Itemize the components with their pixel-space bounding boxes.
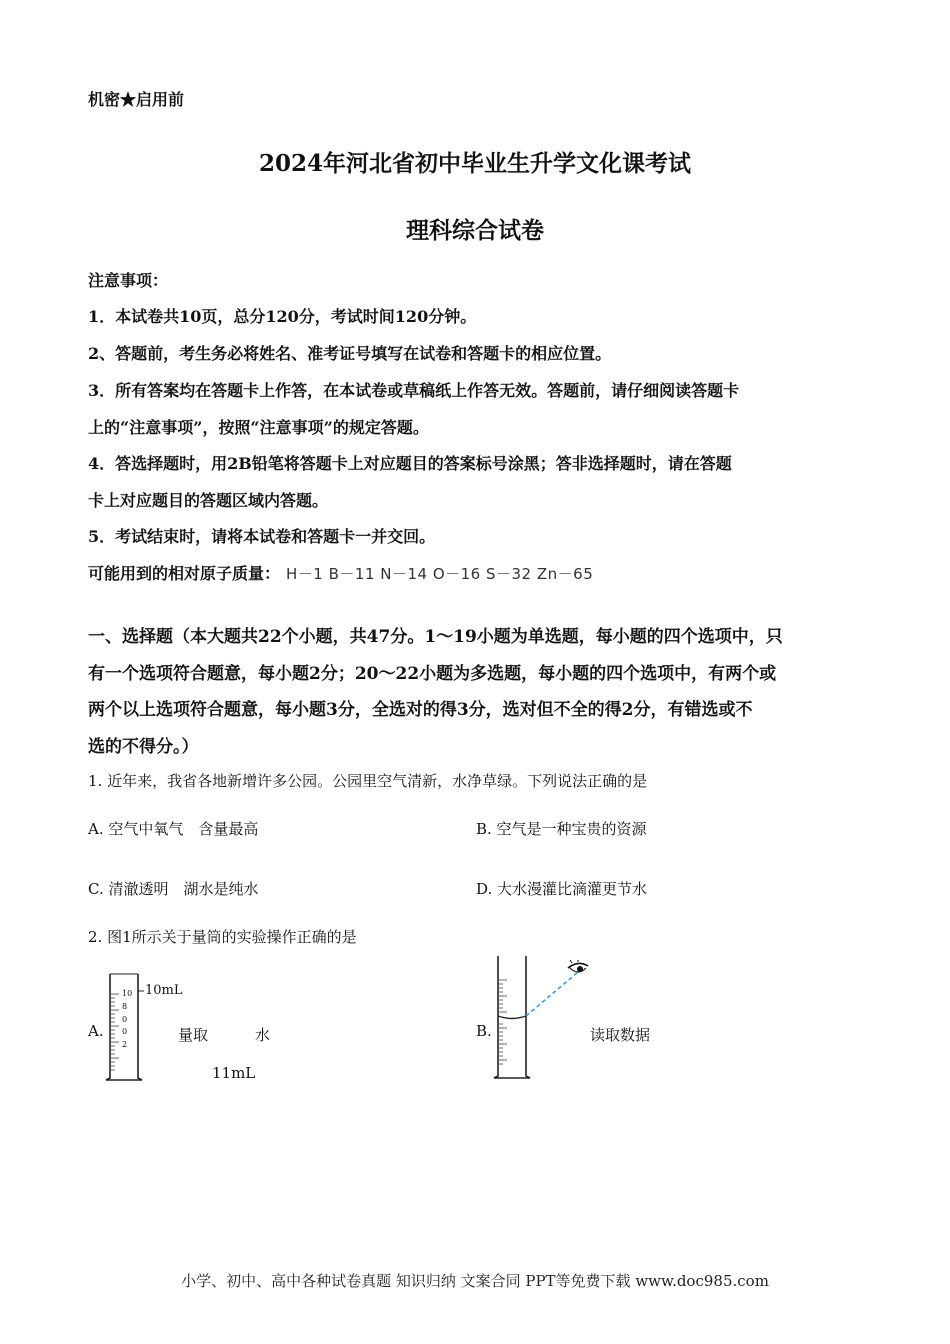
- scale-tick-label: 10: [122, 989, 133, 998]
- eye-icon: [566, 960, 592, 980]
- q2-option-b-text: 读取数据: [590, 1026, 651, 1044]
- q1-stem: 1. 近年来，我省各地新增许多公园。公园里空气清新，水净草绿。下列说法正确的是: [88, 772, 648, 790]
- section1-line-3: 两个以上选项符合题意，每小题3分，全选对的得3分，选对但不全的得2分，有错选或不: [88, 700, 753, 720]
- q1-option-a: A. 空气中氧气 含量最高: [88, 820, 259, 838]
- scale-tick-label: 8: [122, 1001, 128, 1011]
- page-footer: 小学、初中、高中各种试卷真题 知识归纳 文案合同 PPT等免费下载 www.doc985.com: [181, 1272, 769, 1290]
- q1-option-d: D. 大水漫灌比滴灌更节水: [476, 880, 648, 898]
- notes-line-4: 上的“注意事项”，按照“注意事项”的规定答题。: [88, 418, 429, 437]
- scale-tick-label: 2: [122, 1040, 128, 1050]
- atomic-mass-label: 可能用到的相对原子质量：: [88, 564, 281, 583]
- scale-tick-label: 0: [122, 1027, 128, 1037]
- notes-line-3: 3．所有答案均在答题卡上作答，在本试卷或草稿纸上作答无效。答题前，请仔细阅读答题卡: [88, 381, 740, 400]
- atomic-mass-values: H－1 B－11 N－14 O－16 S－32 Zn－65: [286, 565, 594, 583]
- scale-tick-label: 0: [122, 1014, 128, 1024]
- notes-line-6: 卡上对应题目的答题区域内答题。: [88, 491, 329, 510]
- q2-option-b-label: B.: [476, 1022, 492, 1040]
- cylinder-a-scale: [122, 988, 132, 1052]
- notes-line-5: 4．答选择题时，用2B铅笔将答题卡上对应题目的答案标号涂黑；答非选择题时，请在答题: [88, 454, 732, 473]
- notes-line-7: 5．考试结束时，请将本试卷和答题卡一并交回。: [88, 527, 436, 546]
- q2-option-a-text-3: 11mL: [212, 1064, 256, 1082]
- section1-line-1: 一、选择题（本大题共22个小题，共47分。1～19小题为单选题，每小题的四个选项中，只: [88, 627, 783, 647]
- q2-stem: 2. 图1所示关于量筒的实验操作正确的是: [88, 928, 357, 946]
- confidential-mark: 机密★启用前: [88, 90, 185, 109]
- q2-option-a-text-1: 量取: [178, 1026, 209, 1044]
- exam-title: 2024年河北省初中毕业生升学文化课考试: [258, 150, 691, 177]
- q1-option-b: B. 空气是一种宝贵的资源: [476, 820, 647, 838]
- q2-option-a-text-2: 水: [255, 1026, 271, 1044]
- notes-heading: 注意事项：: [88, 271, 169, 290]
- notes-line-2: 2、答题前，考生务必将姓名、准考证号填写在试卷和答题卡的相应位置。: [88, 344, 612, 363]
- cylinder-a-volume-mark: 10mL: [145, 983, 183, 998]
- section1-line-2: 有一个选项符合题意，每小题2分；20～22小题为多选题，每小题的四个选项中，有两个或: [88, 664, 777, 684]
- notes-line-1: 1．本试卷共10页，总分120分，考试时间120分钟。: [88, 307, 477, 326]
- q2-option-a-label: A.: [88, 1022, 104, 1040]
- exam-subtitle: 理科综合试卷: [406, 217, 544, 244]
- q1-option-c: C. 清澈透明 湖水是纯水: [88, 880, 259, 898]
- atomic-mass-line: [88, 561, 593, 584]
- section1-line-4: 选的不得分。）: [88, 737, 199, 757]
